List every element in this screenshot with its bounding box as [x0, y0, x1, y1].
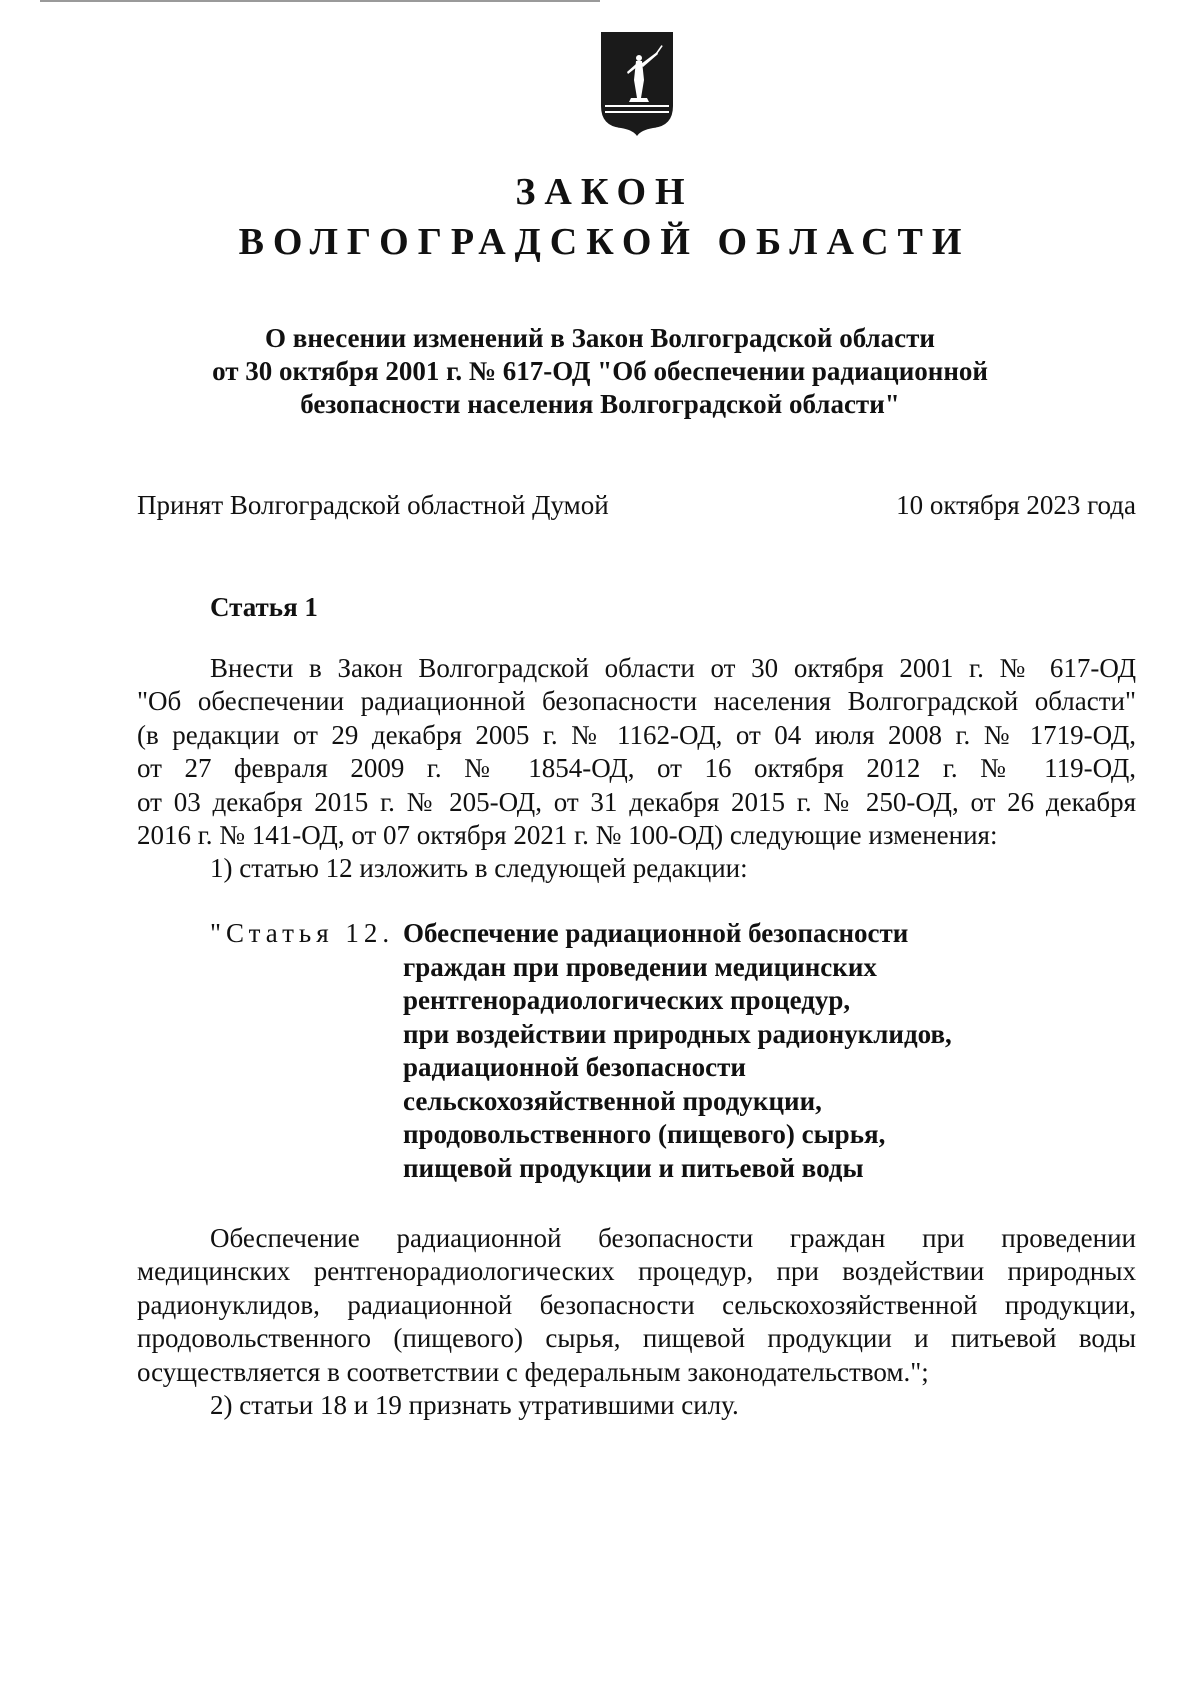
- paragraph-line: радионуклидов, радиационной безопасности сельскохозяйственной продукции,: [137, 1289, 1136, 1320]
- quoted-heading-line: продовольственного (пищевого) сырья,: [403, 1119, 886, 1149]
- article-heading: Статья 1: [210, 592, 318, 622]
- quoted-heading-line: Обеспечение радиационной безопасности: [403, 918, 909, 948]
- quoted-article-heading: [403, 917, 952, 1185]
- law-title-line: от 30 октября 2001 г. № 617-ОД "Об обеспечении радиационной: [212, 356, 988, 386]
- quoted-heading-line: пищевой продукции и питьевой воды: [403, 1152, 864, 1183]
- amendment-item-1: 1) статью 12 изложить в следующей редакции:: [210, 853, 748, 883]
- scan-edge: [40, 0, 600, 2]
- law-title-line: О внесении изменений в Закон Волгоградской области: [265, 323, 935, 353]
- amendment-item-2: 2) статьи 18 и 19 признать утратившими силу.: [210, 1390, 739, 1420]
- paragraph-line: продовольственного (пищевого) сырья, пищевой продукции и питьевой воды: [137, 1323, 1136, 1354]
- quoted-heading-line: рентгенорадиологических процедур,: [403, 985, 851, 1015]
- quoted-heading-line: граждан при проведении медицинских: [403, 951, 877, 982]
- quoted-article-label: [210, 917, 394, 951]
- paragraph-line: (в редакции от 29 декабря 2005 г. № 1162-ОД, от 04 июля 2008 г. № 1719-ОД,: [137, 719, 1136, 750]
- law-title: [180, 322, 1020, 421]
- paragraph-line: от 03 декабря 2015 г. № 205-ОД, от 31 декабря 2015 г. № 250-ОД, от 26 декабря: [137, 786, 1136, 817]
- paragraph-line: "Об обеспечении радиационной безопасности населения Волгоградской области": [137, 686, 1136, 717]
- adopted-by: Принят Волгоградской областной Думой: [137, 490, 609, 520]
- quoted-article-number: "Статья 12.: [210, 918, 395, 948]
- law-title-line: безопасности населения Волгоградской области": [300, 389, 900, 419]
- paragraph-line: 2016 г. № 141-ОД, от 07 октября 2021 г. № 100-ОД) следующие изменения:: [137, 820, 998, 851]
- paragraph-line: от 27 февраля 2009 г. № 1854-ОД, от 16 октября 2012 г. № 119-ОД,: [137, 753, 1136, 784]
- article-intro-paragraph: [137, 652, 1136, 852]
- law-heading: ЗАКОН: [515, 171, 694, 213]
- quoted-heading-line: радиационной безопасности: [403, 1052, 746, 1082]
- volgograd-coat-of-arms-icon: [597, 28, 677, 138]
- paragraph-line: медицинских рентгенорадиологических процедур, при воздействии природных: [137, 1256, 1136, 1287]
- region-heading: ВОЛГОГРАДСКОЙ ОБЛАСТИ: [238, 221, 971, 263]
- quoted-heading-line: при воздействии природных радионуклидов,: [403, 1018, 952, 1049]
- paragraph-line: Обеспечение радиационной безопасности граждан при проведении: [210, 1223, 1136, 1253]
- adoption-date: 10 октября 2023 года: [896, 490, 1136, 520]
- quoted-article-body: [137, 1222, 1136, 1389]
- quoted-heading-line: сельскохозяйственной продукции,: [403, 1085, 822, 1116]
- paragraph-line: осуществляется в соответствии с федеральным законодательством.";: [137, 1356, 929, 1387]
- paragraph-line: Внести в Закон Волгоградской области от 30 октября 2001 г. № 617-ОД: [210, 653, 1136, 683]
